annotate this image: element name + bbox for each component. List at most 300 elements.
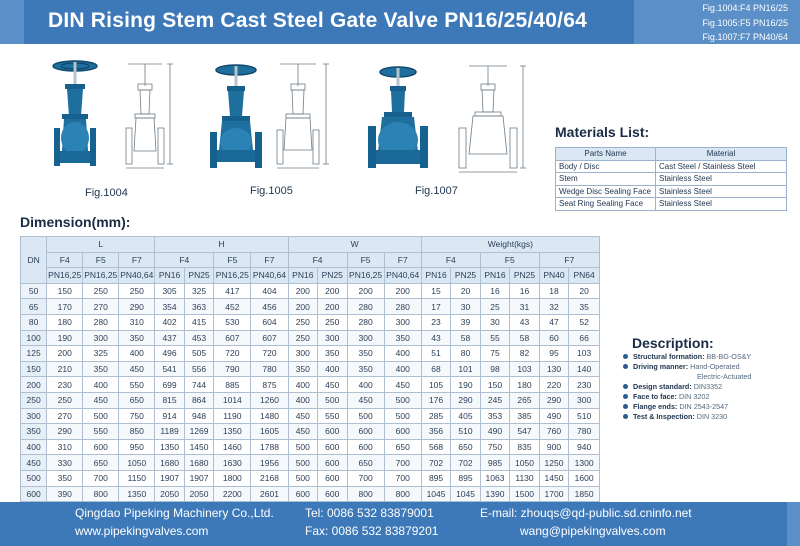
dim-cell: 400 [119, 346, 155, 362]
description-label: Face to face: [633, 392, 677, 401]
dim-cell: 800 [384, 486, 421, 502]
dim-cell: 250 [83, 283, 119, 299]
dim-cell: 354 [155, 299, 184, 315]
dim-cell: 450 [347, 392, 384, 408]
dim-cell: 350 [347, 346, 384, 362]
dim-cell: 1063 [480, 470, 509, 486]
dim-cell: 130 [539, 361, 568, 377]
materials-row [556, 185, 787, 198]
dim-cell-dn: 100 [21, 330, 47, 346]
fig-label-1005: Fig.1005 [250, 185, 293, 197]
dim-pn-w: PN25 [318, 268, 347, 284]
dim-cell: 350 [83, 361, 119, 377]
dim-cell: 950 [119, 439, 155, 455]
bullet-icon [623, 404, 628, 409]
description-value-cont: Electric-Actuated [697, 372, 752, 381]
dim-cell: 60 [539, 330, 568, 346]
dim-cell: 32 [539, 299, 568, 315]
dim-cell-dn: 350 [21, 424, 47, 440]
dim-cell: 150 [480, 377, 509, 393]
dim-cell: 1014 [214, 392, 251, 408]
dim-cell: 51 [421, 346, 450, 362]
description-item [622, 412, 797, 422]
dim-cell: 1350 [119, 486, 155, 502]
dim-cell: 305 [155, 283, 184, 299]
dim-cell: 350 [119, 330, 155, 346]
drawing-1004 [118, 56, 180, 176]
dim-cell: 490 [539, 408, 568, 424]
dim-cell: 750 [480, 439, 509, 455]
description-list [622, 352, 797, 422]
dim-cell: 400 [384, 361, 421, 377]
description-label: Structural formation: [633, 352, 705, 361]
dim-cell: 2200 [214, 486, 251, 502]
dim-cell: 500 [384, 392, 421, 408]
dim-cell: 230 [569, 377, 600, 393]
dim-cell: 600 [384, 424, 421, 440]
dim-cell: 220 [539, 377, 568, 393]
dim-cell: 400 [288, 392, 317, 408]
dim-cell: 350 [347, 361, 384, 377]
page-title: DIN Rising Stem Cast Steel Gate Valve PN16/25/40/64 [48, 9, 587, 32]
dimension-table [20, 236, 600, 502]
dim-header-weight: Weight(kgs) [421, 237, 599, 253]
dim-cell: 1788 [251, 439, 288, 455]
dim-row [21, 455, 600, 471]
dim-cell: 815 [155, 392, 184, 408]
dim-cell: 250 [119, 283, 155, 299]
dim-row [21, 283, 600, 299]
dim-cell: 568 [421, 439, 450, 455]
dim-cell: 1189 [155, 424, 184, 440]
dim-series-w-f4: F4 [288, 252, 347, 268]
dim-cell: 250 [288, 314, 317, 330]
dim-pn-h: PN40,64 [251, 268, 288, 284]
dim-cell: 23 [421, 314, 450, 330]
dim-cell: 356 [421, 424, 450, 440]
dim-cell: 456 [251, 299, 288, 315]
dim-cell: 1130 [510, 470, 539, 486]
dim-cell: 176 [421, 392, 450, 408]
dim-cell: 450 [288, 424, 317, 440]
dim-cell: 750 [119, 408, 155, 424]
dim-cell: 200 [384, 283, 421, 299]
dim-cell: 1050 [510, 455, 539, 471]
dim-cell: 300 [347, 330, 384, 346]
dim-cell-dn: 200 [21, 377, 47, 393]
dim-cell: 400 [83, 377, 119, 393]
dim-cell: 600 [318, 439, 347, 455]
dim-cell: 550 [119, 377, 155, 393]
dim-pn-header-row [21, 268, 600, 284]
bullet-icon [623, 394, 628, 399]
materials-value: Stainless Steel [656, 185, 787, 198]
dim-cell: 650 [83, 455, 119, 471]
dim-cell: 250 [47, 392, 83, 408]
dim-cell: 1350 [155, 439, 184, 455]
dim-cell: 700 [83, 470, 119, 486]
dim-cell: 1260 [251, 392, 288, 408]
dim-row [21, 377, 600, 393]
dim-cell: 800 [347, 486, 384, 502]
description-item [622, 362, 797, 382]
dim-cell: 350 [288, 361, 317, 377]
dim-cell: 385 [510, 408, 539, 424]
dim-cell: 400 [318, 361, 347, 377]
dim-cell: 1630 [214, 455, 251, 471]
dim-cell: 180 [510, 377, 539, 393]
dim-cell: 450 [384, 377, 421, 393]
dim-cell-dn: 300 [21, 408, 47, 424]
dim-cell: 58 [510, 330, 539, 346]
dim-cell: 607 [214, 330, 251, 346]
materials-value: Cast Steel / Stainless Steel [656, 160, 787, 173]
fig-code-1004: Fig.1004:F4 PN16/25 [702, 3, 788, 13]
dim-cell: 25 [480, 299, 509, 315]
dim-cell: 190 [451, 377, 480, 393]
dim-cell: 245 [480, 392, 509, 408]
materials-table [555, 147, 787, 211]
dim-cell: 547 [510, 424, 539, 440]
dim-cell: 290 [539, 392, 568, 408]
dim-cell-dn: 250 [21, 392, 47, 408]
dim-cell: 453 [184, 330, 213, 346]
bullet-icon [623, 354, 628, 359]
dim-cell: 75 [480, 346, 509, 362]
dim-cell: 700 [384, 470, 421, 486]
description-value: BB-BG-OS&Y [706, 352, 752, 361]
dim-cell: 250 [318, 314, 347, 330]
materials-header-material: Material [656, 148, 787, 161]
dim-pn-l: PN16,25 [83, 268, 119, 284]
dim-cell: 600 [318, 455, 347, 471]
dim-cell: 20 [569, 283, 600, 299]
dim-pn-weight: PN16 [421, 268, 450, 284]
dim-cell: 170 [47, 299, 83, 315]
dim-cell: 103 [510, 361, 539, 377]
dim-cell: 600 [347, 439, 384, 455]
dim-cell: 510 [451, 424, 480, 440]
description-label: Flange ends: [633, 402, 678, 411]
dim-cell: 43 [510, 314, 539, 330]
dim-cell: 400 [384, 346, 421, 362]
dim-series-l-f5: F5 [83, 252, 119, 268]
dim-cell: 1045 [421, 486, 450, 502]
dim-row [21, 314, 600, 330]
dim-cell: 600 [288, 486, 317, 502]
dim-cell: 1800 [214, 470, 251, 486]
dim-cell: 780 [251, 361, 288, 377]
dim-cell: 744 [184, 377, 213, 393]
description-title: Description: [632, 335, 714, 351]
materials-row [556, 198, 787, 211]
dim-cell: 30 [451, 299, 480, 315]
footer-tel: Tel: 0086 532 83879001 [305, 506, 434, 520]
dim-series-w-f7: F7 [384, 252, 421, 268]
dim-cell: 300 [318, 330, 347, 346]
dim-cell: 1907 [155, 470, 184, 486]
dim-cell: 17 [421, 299, 450, 315]
dim-cell: 1605 [251, 424, 288, 440]
dim-pn-h: PN16 [155, 268, 184, 284]
bullet-icon [623, 364, 628, 369]
dim-cell: 760 [539, 424, 568, 440]
dim-pn-weight: PN64 [569, 268, 600, 284]
dim-series-h-f4: F4 [155, 252, 214, 268]
dim-pn-weight: PN16 [480, 268, 509, 284]
dim-cell: 699 [155, 377, 184, 393]
dim-header-h: H [155, 237, 288, 253]
dim-cell: 280 [384, 299, 421, 315]
dim-cell: 985 [480, 455, 509, 471]
dim-cell: 1680 [155, 455, 184, 471]
materials-value: Stainless Steel [656, 198, 787, 211]
dim-cell: 914 [155, 408, 184, 424]
dim-cell: 210 [47, 361, 83, 377]
dim-cell: 310 [47, 439, 83, 455]
dim-cell: 1450 [184, 439, 213, 455]
dim-pn-l: PN40,64 [119, 268, 155, 284]
footer-email: E-mail: zhouqs@qd-public.sd.cninfo.net [480, 506, 692, 520]
dim-cell: 101 [451, 361, 480, 377]
description-item [622, 352, 797, 362]
dim-cell: 66 [569, 330, 600, 346]
dim-cell: 1050 [119, 455, 155, 471]
dim-cell: 940 [569, 439, 600, 455]
dim-cell: 16 [510, 283, 539, 299]
dim-cell: 402 [155, 314, 184, 330]
dim-cell: 325 [83, 346, 119, 362]
dim-cell: 95 [539, 346, 568, 362]
dim-cell: 285 [421, 408, 450, 424]
valve-photo-1005 [200, 58, 278, 176]
dim-cell: 68 [421, 361, 450, 377]
description-item [622, 392, 797, 402]
dim-cell: 500 [384, 408, 421, 424]
dim-pn-h: PN25 [184, 268, 213, 284]
description-label: Design standard: [633, 382, 692, 391]
dim-cell: 404 [251, 283, 288, 299]
dim-cell: 353 [480, 408, 509, 424]
dim-cell: 1907 [184, 470, 213, 486]
dim-cell: 835 [510, 439, 539, 455]
dim-cell: 270 [83, 299, 119, 315]
dim-cell-dn: 600 [21, 486, 47, 502]
dim-cell: 2050 [184, 486, 213, 502]
dim-cell: 280 [347, 314, 384, 330]
dim-cell-dn: 400 [21, 439, 47, 455]
dim-header-w: W [288, 237, 421, 253]
valve-photo-1004 [40, 56, 110, 176]
dim-group-header-row [21, 237, 600, 253]
materials-part: Stem [556, 173, 656, 186]
dimension-title: Dimension(mm): [20, 214, 131, 230]
dim-series-h-f5: F5 [214, 252, 251, 268]
dim-cell-dn: 150 [21, 361, 47, 377]
footer-website[interactable]: www.pipekingvalves.com [75, 524, 209, 538]
dim-series-header-row [21, 252, 600, 268]
dim-cell: 510 [569, 408, 600, 424]
dim-cell: 1350 [214, 424, 251, 440]
dim-cell: 200 [47, 346, 83, 362]
dim-cell: 35 [569, 299, 600, 315]
dim-cell: 450 [83, 392, 119, 408]
dim-cell: 265 [510, 392, 539, 408]
dim-cell: 1269 [184, 424, 213, 440]
materials-value: Stainless Steel [656, 173, 787, 186]
dim-pn-l: PN16,25 [47, 268, 83, 284]
dimension-table-body [21, 283, 600, 501]
footer-fax: Fax: 0086 532 83879201 [305, 524, 439, 538]
dim-cell: 500 [288, 470, 317, 486]
dim-pn-weight: PN40 [539, 268, 568, 284]
dim-cell: 2601 [251, 486, 288, 502]
dim-cell: 1680 [184, 455, 213, 471]
dim-cell: 200 [288, 283, 317, 299]
dim-series-weight-f7: F7 [539, 252, 599, 268]
dim-series-w-f5: F5 [347, 252, 384, 268]
dim-pn-weight: PN25 [510, 268, 539, 284]
footer [0, 502, 800, 546]
dim-cell: 800 [83, 486, 119, 502]
dim-row [21, 392, 600, 408]
materials-part: Seat Ring Sealing Face [556, 198, 656, 211]
dim-cell: 541 [155, 361, 184, 377]
dim-cell: 1956 [251, 455, 288, 471]
dim-cell: 310 [119, 314, 155, 330]
bullet-icon [623, 414, 628, 419]
dim-row [21, 330, 600, 346]
dim-cell: 885 [214, 377, 251, 393]
dim-cell: 1150 [119, 470, 155, 486]
drawing-1007 [455, 58, 533, 180]
dim-cell-dn: 450 [21, 455, 47, 471]
dim-cell: 1250 [539, 455, 568, 471]
dim-cell: 450 [119, 361, 155, 377]
dim-row [21, 424, 600, 440]
description-value: Hand-Operated [690, 362, 740, 371]
dim-cell: 300 [288, 346, 317, 362]
dim-cell: 280 [83, 314, 119, 330]
footer-company: Qingdao Pipeking Machinery Co.,Ltd. [75, 506, 274, 520]
materials-header-row [556, 148, 787, 161]
dim-cell: 1850 [569, 486, 600, 502]
dim-cell: 530 [214, 314, 251, 330]
dim-row [21, 299, 600, 315]
dim-cell: 600 [318, 470, 347, 486]
dim-cell: 556 [184, 361, 213, 377]
dim-cell: 875 [251, 377, 288, 393]
dim-cell: 2168 [251, 470, 288, 486]
dim-cell: 325 [184, 283, 213, 299]
dim-cell: 230 [47, 377, 83, 393]
dim-cell: 18 [539, 283, 568, 299]
dim-cell: 415 [184, 314, 213, 330]
fig-label-1007: Fig.1007 [415, 185, 458, 197]
dim-cell: 1500 [510, 486, 539, 502]
description-label: Test & Inspection: [633, 412, 695, 421]
dim-cell: 720 [214, 346, 251, 362]
dim-cell: 80 [451, 346, 480, 362]
dim-cell: 550 [318, 408, 347, 424]
dim-pn-w: PN16 [288, 268, 317, 284]
dim-cell: 702 [421, 455, 450, 471]
dim-cell: 400 [288, 377, 317, 393]
dim-cell: 350 [384, 330, 421, 346]
dim-cell: 300 [569, 392, 600, 408]
dim-cell: 600 [318, 486, 347, 502]
materials-row [556, 160, 787, 173]
description-value: DIN 3230 [696, 412, 728, 421]
description-value: DIN3352 [693, 382, 723, 391]
dim-cell: 1300 [569, 455, 600, 471]
dim-cell: 550 [83, 424, 119, 440]
description-value: DIN 3202 [678, 392, 710, 401]
dim-cell-dn: 125 [21, 346, 47, 362]
dim-cell: 300 [83, 330, 119, 346]
dim-cell: 496 [155, 346, 184, 362]
dim-cell: 1450 [539, 470, 568, 486]
dim-cell: 39 [451, 314, 480, 330]
dim-series-l-f7: F7 [119, 252, 155, 268]
dim-header-dn: DN [21, 237, 47, 284]
dim-cell: 290 [47, 424, 83, 440]
dim-cell: 1460 [214, 439, 251, 455]
dim-cell: 452 [214, 299, 251, 315]
dim-cell: 1600 [569, 470, 600, 486]
dim-cell: 103 [569, 346, 600, 362]
dim-cell-dn: 65 [21, 299, 47, 315]
dim-row [21, 361, 600, 377]
dim-pn-w: PN16,25 [347, 268, 384, 284]
fig-code-1005: Fig.1005:F5 PN16/25 [702, 17, 788, 28]
dim-series-l-f4: F4 [47, 252, 83, 268]
footer-email-2[interactable]: wang@pipekingvalves.com [520, 524, 666, 538]
dim-cell: 500 [347, 408, 384, 424]
dim-cell: 604 [251, 314, 288, 330]
dim-cell: 600 [83, 439, 119, 455]
dim-row [21, 408, 600, 424]
dim-cell: 450 [288, 408, 317, 424]
dim-cell: 350 [47, 470, 83, 486]
dim-cell: 450 [318, 377, 347, 393]
dim-cell: 1390 [480, 486, 509, 502]
dim-cell: 650 [384, 439, 421, 455]
dim-cell: 500 [83, 408, 119, 424]
materials-title: Materials List: [555, 124, 650, 140]
dim-cell: 290 [119, 299, 155, 315]
valve-photo-1007 [364, 60, 434, 176]
dim-cell: 16 [480, 283, 509, 299]
fig-code-list [702, 1, 788, 45]
dim-cell: 850 [119, 424, 155, 440]
dim-cell: 948 [184, 408, 213, 424]
dim-cell: 390 [47, 486, 83, 502]
dim-cell: 417 [214, 283, 251, 299]
dim-cell: 1190 [214, 408, 251, 424]
dim-pn-w: PN40,64 [384, 268, 421, 284]
dim-cell: 490 [480, 424, 509, 440]
dim-cell: 864 [184, 392, 213, 408]
description-value: DIN 2543-2547 [679, 402, 729, 411]
dim-cell: 52 [569, 314, 600, 330]
dim-cell-dn: 80 [21, 314, 47, 330]
dim-cell: 700 [347, 470, 384, 486]
dim-cell: 505 [184, 346, 213, 362]
dim-cell: 350 [318, 346, 347, 362]
dim-cell: 15 [421, 283, 450, 299]
dim-cell: 330 [47, 455, 83, 471]
